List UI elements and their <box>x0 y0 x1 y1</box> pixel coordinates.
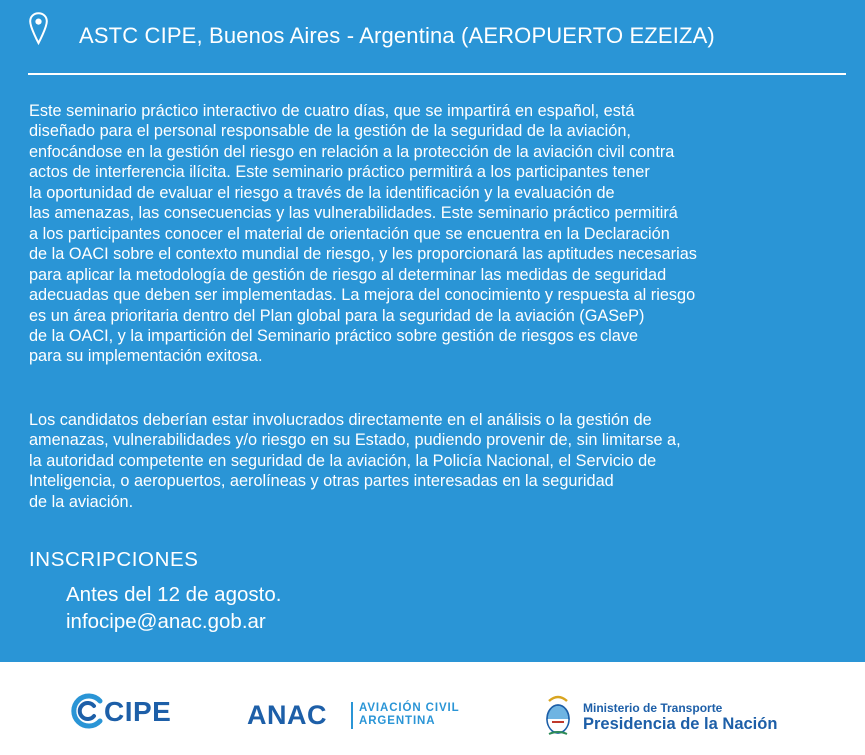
logo-footer <box>0 662 865 755</box>
paragraph-line: a los participantes conocer el material de orientación que se encuentra en la Declaración <box>29 224 670 243</box>
national-shield-icon <box>545 692 571 736</box>
anac-subtitle-line-1: AVIACIÓN CIVIL <box>359 702 460 714</box>
cipe-logo <box>66 692 191 730</box>
paragraph-line: la oportunidad de evaluar el riesgo a través de la identificación y la evaluación de <box>29 183 615 202</box>
location-pin-icon <box>29 12 48 45</box>
paragraph-line: adecuadas que deben ser implementadas. La mejora del conocimiento y respuesta al riesgo <box>29 286 696 305</box>
ministry-logo <box>545 692 805 736</box>
paragraph-line: la autoridad competente en seguridad de la aviación, la Policía Nacional, el Servicio de <box>29 451 657 470</box>
paragraph-line: enfocándose en la gestión del riesgo en relación a la protección de la aviación civil contra <box>29 142 675 161</box>
paragraph-line: Este seminario práctico interactivo de cuatro días, que se impartirá en español, está <box>29 102 635 120</box>
paragraph-line: las amenazas, las consecuencias y las vulnerabilidades. Este seminario práctico permitirá <box>29 204 678 223</box>
anac-wordmark: ANAC <box>247 700 327 730</box>
registration-heading: INSCRIPCIONES <box>29 548 199 571</box>
paragraph-line: es un área prioritaria dentro del Plan global para la seguridad de la aviación (GASeP) <box>29 306 645 325</box>
registration-deadline: Antes del 12 de agosto. <box>66 583 282 606</box>
paragraph-line: para aplicar la metodología de gestión de riesgo al determinar las medidas de seguridad <box>29 265 667 284</box>
anac-divider <box>351 702 353 729</box>
paragraph-line: Inteligencia, o aeropuertos, aerolíneas y otras partes interesadas en la seguridad <box>29 472 614 491</box>
presidency-name: Presidencia de la Nación <box>583 715 778 733</box>
ministry-name: Ministerio de Transporte <box>583 701 723 715</box>
paragraph-line: de la OACI, y la impartición del Seminario práctico sobre gestión de riesgos es clave <box>29 326 639 345</box>
paragraph-line: diseñado para el personal responsable de la gestión de la seguridad de la aviación, <box>29 122 631 141</box>
description-paragraph-2 <box>29 410 859 512</box>
paragraph-line: de la aviación. <box>29 492 134 511</box>
registration-email: infocipe@anac.gob.ar <box>66 610 266 633</box>
paragraph-line: amenazas, vulnerabilidades y/o riesgo en su Estado, pudiendo provenir de, sin limitarse a, <box>29 431 681 450</box>
paragraph-line: Los candidatos deberían estar involucrados directamente en el análisis o la gestión de <box>29 411 652 429</box>
cipe-swirl-icon <box>66 692 106 730</box>
event-title: ASTC CIPE, Buenos Aires - Argentina (AEROPUERTO EZEIZA) <box>79 23 715 48</box>
anac-subtitle-line-2: ARGENTINA <box>359 715 436 727</box>
description-paragraph-1 <box>29 101 859 367</box>
paragraph-line: para su implementación exitosa. <box>29 347 263 366</box>
paragraph-line: actos de interferencia ilícita. Este seminario práctico permitirá a los participantes tener <box>29 163 650 182</box>
anac-logo <box>247 700 497 732</box>
paragraph-line: de la OACI sobre el contexto mundial de riesgo, y les proporcionará las aptitudes necesarias <box>29 245 697 264</box>
cipe-wordmark: CIPE <box>104 696 172 727</box>
header-divider <box>28 73 846 75</box>
